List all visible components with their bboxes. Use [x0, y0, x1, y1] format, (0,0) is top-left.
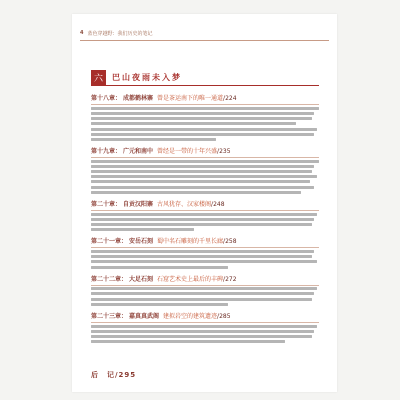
chapter-name: 安岳石刻: [129, 238, 154, 246]
summary-text-line: [91, 122, 296, 125]
summary-text-line: [91, 213, 317, 216]
summary-text-line: [91, 223, 312, 226]
summary-text-line: [91, 180, 310, 183]
chapter-summary: [91, 287, 319, 306]
chapter-name: 成都鹤林寨: [123, 95, 154, 102]
toc-entry-heading: [91, 275, 319, 284]
chapter-number: 第二十三章：: [91, 312, 128, 320]
summary-text-line: [91, 330, 314, 333]
toc-entry-heading: [91, 94, 319, 103]
afterword-label: 后 记: [91, 371, 115, 379]
summary-text-line: [91, 160, 319, 163]
summary-text-line: [91, 325, 317, 328]
summary-text-line: [91, 260, 317, 263]
book-page: [72, 14, 337, 392]
page-number: 4: [80, 30, 84, 36]
chapter-summary: [91, 213, 319, 232]
toc-entry-heading: [91, 237, 319, 246]
chapter-number: 第二十二章：: [91, 275, 128, 283]
summary-text-line: [91, 255, 312, 258]
summary-text-line: [91, 175, 317, 178]
section-divider: [91, 85, 319, 86]
summary-text-line: [91, 228, 194, 231]
toc-entry[interactable]: [91, 200, 319, 231]
summary-text-line: [91, 340, 285, 343]
chapter-number: 第二十一章：: [91, 238, 128, 246]
summary-text-line: [91, 191, 301, 194]
chapter-number: 第二十章：: [91, 200, 122, 208]
afterword-page: /295: [115, 371, 137, 379]
toc-entry[interactable]: [91, 237, 319, 268]
summary-text-line: [91, 287, 317, 290]
summary-text-line: [91, 133, 314, 136]
summary-text-line: [91, 335, 312, 338]
summary-text-line: [91, 298, 312, 301]
summary-text-line: [91, 170, 312, 173]
summary-text-line: [91, 138, 216, 141]
chapter-page: /272: [223, 275, 237, 283]
toc-entry[interactable]: [91, 147, 319, 194]
chapter-subtitle: 古风犹存、汉家楼阁: [157, 200, 212, 208]
chapter-name: 嘉真真武阁: [129, 312, 160, 320]
chapter-divider: [91, 157, 319, 158]
summary-text-line: [91, 112, 314, 115]
running-header: [80, 28, 153, 38]
chapter-divider: [91, 247, 319, 248]
chapter-page: /235: [217, 147, 231, 155]
chapter-page: /285: [217, 312, 231, 320]
toc-entry-heading: [91, 312, 319, 321]
chapter-divider: [91, 322, 319, 323]
summary-text-line: [91, 186, 314, 189]
chapter-list: [91, 94, 319, 349]
toc-entry[interactable]: [91, 312, 319, 343]
chapter-number: 第十九章：: [91, 147, 122, 155]
section-heading: [91, 70, 182, 85]
chapter-subtitle: 石窟艺术史上最后的丰碑: [157, 275, 224, 283]
chapter-name: 广元和南中: [123, 147, 154, 155]
chapter-divider: [91, 285, 319, 286]
afterword-entry[interactable]: [91, 370, 136, 380]
toc-entry-heading: [91, 200, 319, 209]
chapter-name: 自贡汉阳寨: [123, 200, 154, 208]
chapter-divider: [91, 210, 319, 211]
toc-entry[interactable]: [91, 94, 319, 141]
section-number-badge: 六: [91, 70, 106, 85]
chapter-divider: [91, 104, 319, 105]
chapter-subtitle: 曾是茶运南下的唯一通道: [157, 95, 224, 102]
chapter-page: /248: [211, 200, 225, 208]
running-title: 蓝色穿越野：我们历史的笔记: [87, 30, 153, 37]
chapter-page: /224: [223, 95, 237, 102]
summary-text-line: [91, 128, 317, 131]
summary-text-line: [91, 218, 314, 221]
chapter-subtitle: 建拟岩空的建筑遗迹: [163, 312, 218, 320]
summary-text-line: [91, 165, 314, 168]
chapter-page: /258: [223, 238, 237, 246]
summary-text-line: [91, 250, 314, 253]
chapter-summary: [91, 325, 319, 344]
header-divider: [80, 40, 329, 41]
summary-text-line: [91, 117, 312, 120]
chapter-number: 第十八章：: [91, 95, 122, 102]
summary-text-line: [91, 107, 319, 110]
toc-entry-heading: [91, 147, 319, 156]
summary-text-line: [91, 292, 314, 295]
chapter-subtitle: 蜀中名石雕刻的千里长廊: [157, 238, 224, 246]
chapter-name: 大足石刻: [129, 275, 154, 283]
toc-entry[interactable]: [91, 275, 319, 306]
summary-text-line: [91, 266, 228, 269]
chapter-summary: [91, 107, 319, 141]
chapter-summary: [91, 160, 319, 194]
section-title: 巴山夜雨未入梦: [112, 73, 182, 82]
summary-text-line: [91, 303, 228, 306]
chapter-summary: [91, 250, 319, 269]
chapter-subtitle: 曾经是一带的十年兴盛: [157, 147, 218, 155]
